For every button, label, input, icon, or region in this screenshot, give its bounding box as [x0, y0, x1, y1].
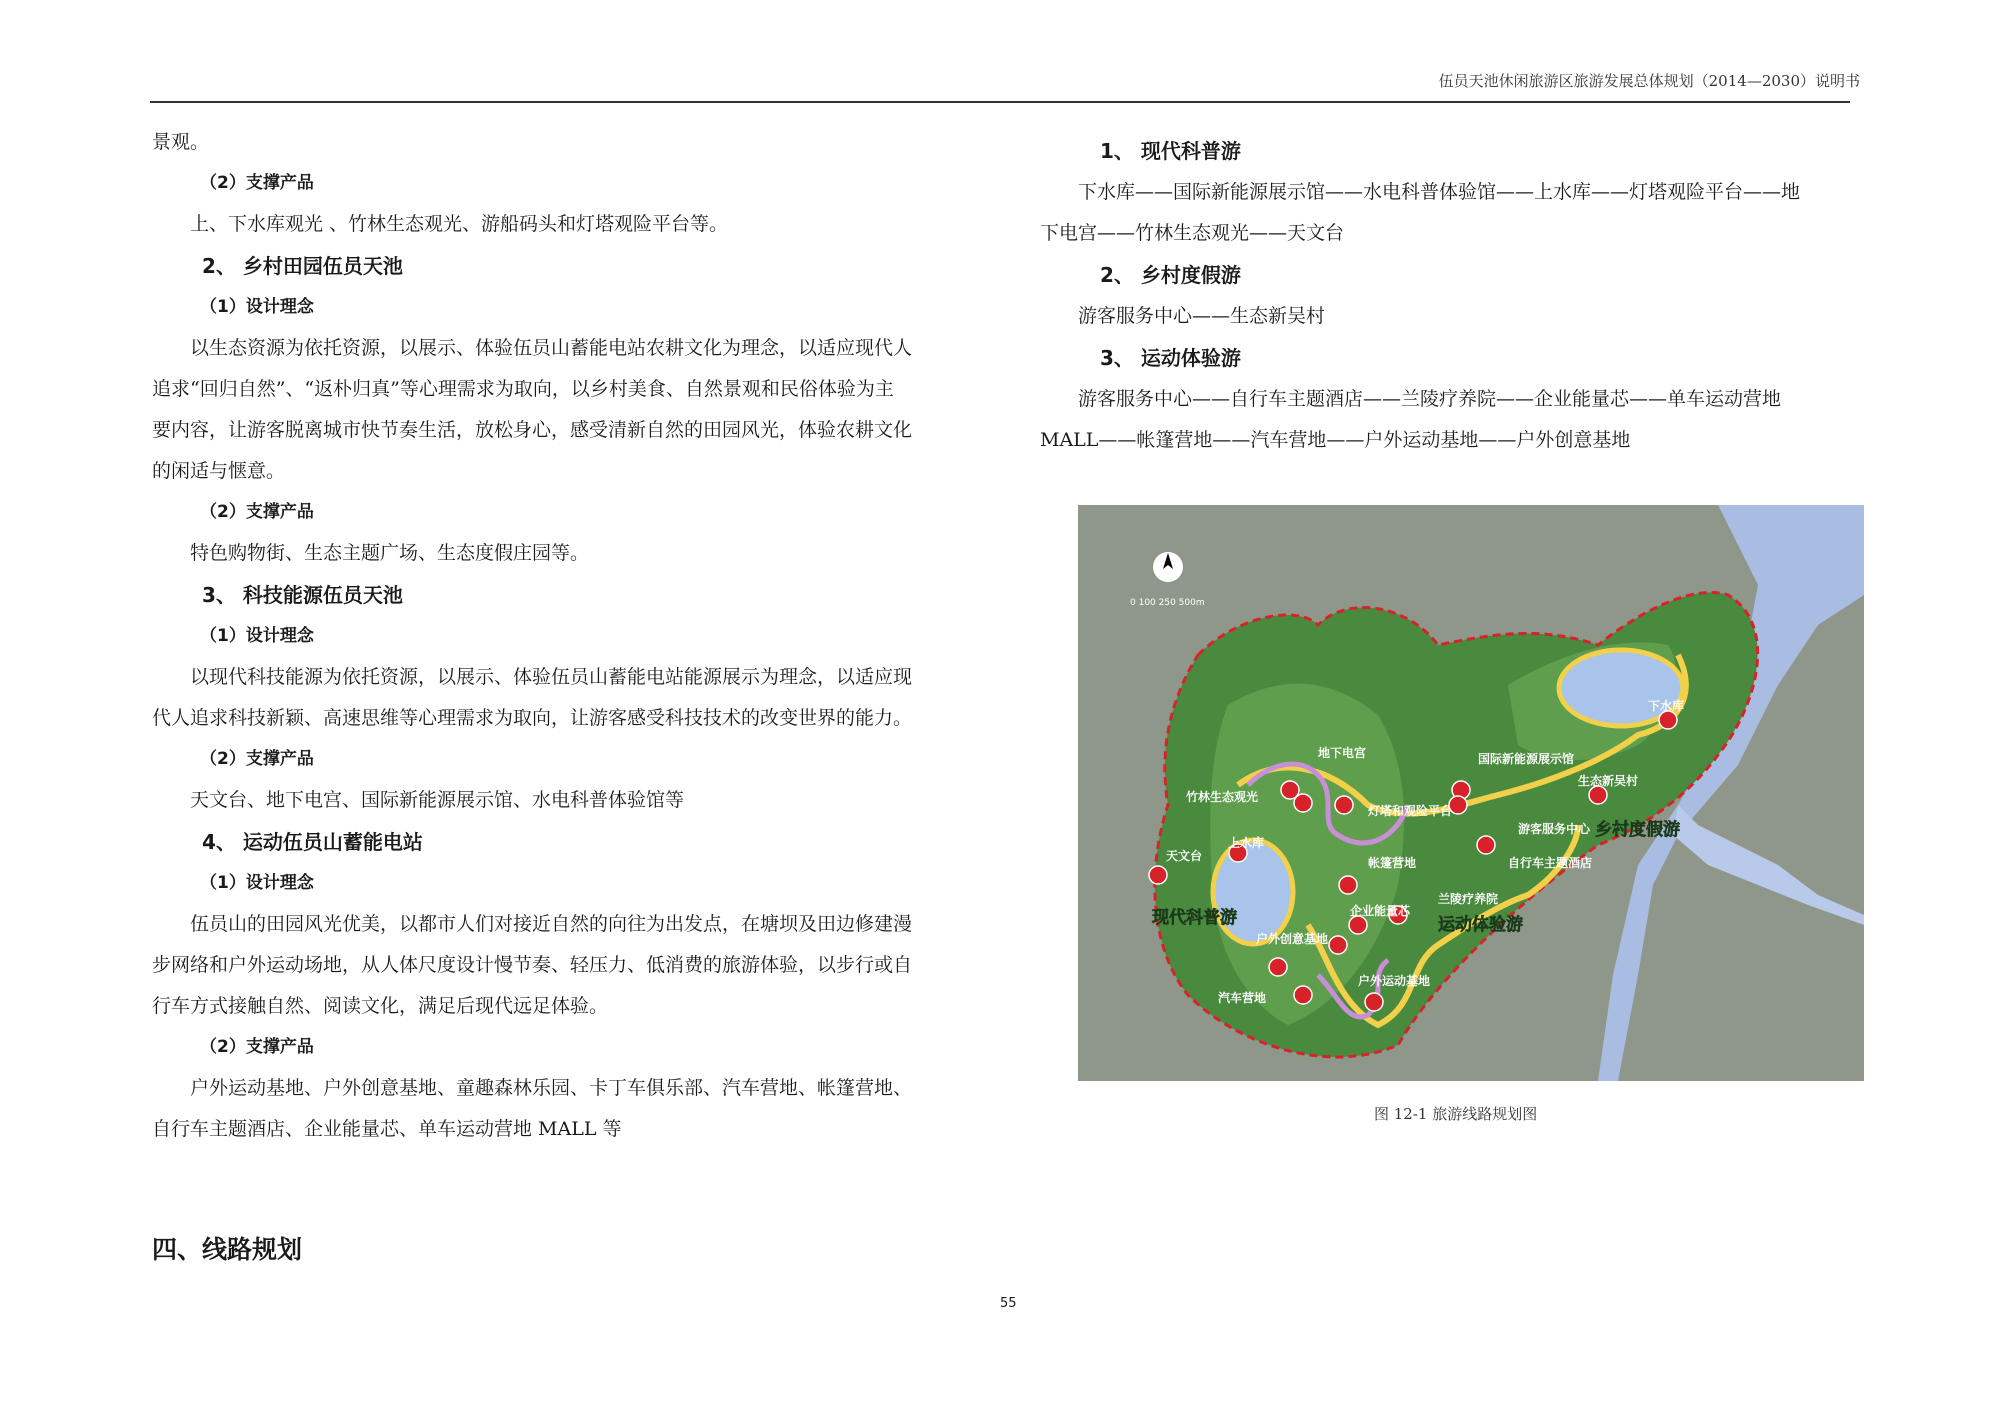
map-route-label: 运动体验游 [1438, 915, 1523, 935]
map-label: 兰陵疗养院 [1438, 892, 1499, 906]
subheading: （2）支撑产品 [200, 749, 314, 769]
map-label: 户外运动基地 [1358, 974, 1431, 988]
paragraph: 要内容，让游客脱离城市快节奏生活，放松身心，感受清新自然的田园风光，体验农耕文化 [152, 419, 913, 441]
map-label: 自行车主题酒店 [1508, 856, 1593, 870]
map-label: 企业能量芯 [1350, 904, 1411, 918]
paragraph: 以生态资源为依托资源，以展示、体验伍员山蓄能电站农耕文化为理念，以适应现代人 [190, 337, 913, 359]
route-plan-map [1078, 505, 1864, 1081]
page-number: 55 [1000, 1296, 1017, 1311]
paragraph: 上、下水库观光 、竹林生态观光、游船码头和灯塔观险平台等。 [190, 213, 729, 235]
paragraph: 特色购物街、生态主题广场、生态度假庄园等。 [190, 542, 590, 564]
map-label: 下水库 [1648, 699, 1685, 713]
subheading: （1）设计理念 [200, 873, 314, 893]
paragraph: 自行车主题酒店、企业能量芯、单车运动营地 MALL 等 [152, 1118, 622, 1140]
section-heading: 2、 乡村度假游 [1100, 263, 1241, 287]
paragraph: 追求“回归自然”、“返朴归真”等心理需求为取向，以乡村美食、自然景观和民俗体验为主 [152, 378, 894, 400]
section-heading: 3、 运动体验游 [1100, 346, 1241, 370]
map-label: 帐篷营地 [1368, 856, 1417, 870]
subheading: （1）设计理念 [200, 297, 314, 317]
right-column [1040, 130, 1870, 461]
north-arrow [1153, 552, 1183, 582]
section-heading: 2、 乡村田园伍员天池 [202, 254, 403, 278]
paragraph: 游客服务中心——生态新吴村 [1078, 305, 1326, 327]
map-label: 汽车营地 [1218, 991, 1267, 1005]
paragraph: 步网络和户外运动场地，从人体尺度设计慢节奏、轻压力、低消费的旅游体验，以步行或自 [152, 954, 913, 976]
map-label: 天文台 [1166, 849, 1203, 863]
paragraph: 下电宫——竹林生态观光——天文台 [1040, 222, 1345, 244]
map-label: 地下电宫 [1318, 746, 1367, 760]
paragraph: 行车方式接触自然、阅读文化，满足后现代远足体验。 [152, 995, 609, 1017]
subheading: （2）支撑产品 [200, 502, 314, 522]
map-route-label: 现代科普游 [1152, 908, 1237, 928]
paragraph: 天文台、地下电宫、国际新能源展示馆、水电科普体验馆等 [190, 789, 685, 811]
paragraph: 户外运动基地、户外创意基地、童趣森林乐园、卡丁车俱乐部、汽车营地、帐篷营地、 [190, 1077, 913, 1099]
map-label: 户外创意基地 [1256, 932, 1329, 946]
paragraph: 的闲适与惬意。 [152, 460, 286, 482]
left-column [152, 122, 972, 1150]
subheading: （1）设计理念 [200, 626, 314, 646]
paragraph: MALL——帐篷营地——汽车营地——户外运动基地——户外创意基地 [1040, 429, 1631, 451]
paragraph: 伍员山的田园风光优美，以都市人们对接近自然的向往为出发点，在塘坝及田边修建漫 [190, 913, 913, 935]
section-heading: 3、 科技能源伍员天池 [202, 583, 403, 607]
map-label: 上水库 [1228, 836, 1265, 850]
paragraph: 游客服务中心——自行车主题酒店——兰陵疗养院——企业能量芯——单车运动营地 [1078, 388, 1782, 410]
header-title: 伍员天池休闲旅游区旅游发展总体规划（2014—2030）说明书 [1438, 72, 1860, 90]
header-divider [150, 101, 1850, 103]
subheading: （2）支撑产品 [200, 1037, 314, 1057]
paragraph: 以现代科技能源为依托资源，以展示、体验伍员山蓄能电站能源展示为理念，以适应现 [190, 666, 913, 688]
map-label: 竹林生态观光 [1186, 790, 1259, 804]
subheading: （2）支撑产品 [200, 173, 314, 193]
chapter-heading: 四、线路规划 [152, 1235, 303, 1264]
map-label: 生态新吴村 [1578, 774, 1639, 788]
section-heading: 1、 现代科普游 [1100, 139, 1241, 163]
map-label: 灯塔和观险平台 [1368, 804, 1453, 818]
section-heading: 4、 运动伍员山蓄能电站 [202, 830, 423, 854]
paragraph: 代人追求科技新颖、高速思维等心理需求为取向，让游客感受科技技术的改变世界的能力。 [152, 707, 913, 729]
map-route-label: 乡村度假游 [1595, 820, 1680, 840]
paragraph: 景观。 [152, 131, 210, 153]
map-label: 游客服务中心 [1518, 822, 1591, 836]
scale-label: 0 100 250 500m [1130, 598, 1205, 608]
map-label: 国际新能源展示馆 [1478, 752, 1575, 766]
paragraph: 下水库——国际新能源展示馆——水电科普体验馆——上水库——灯塔观险平台——地 [1078, 181, 1801, 203]
figure-caption: 图 12-1 旅游线路规划图 [1374, 1105, 1538, 1123]
